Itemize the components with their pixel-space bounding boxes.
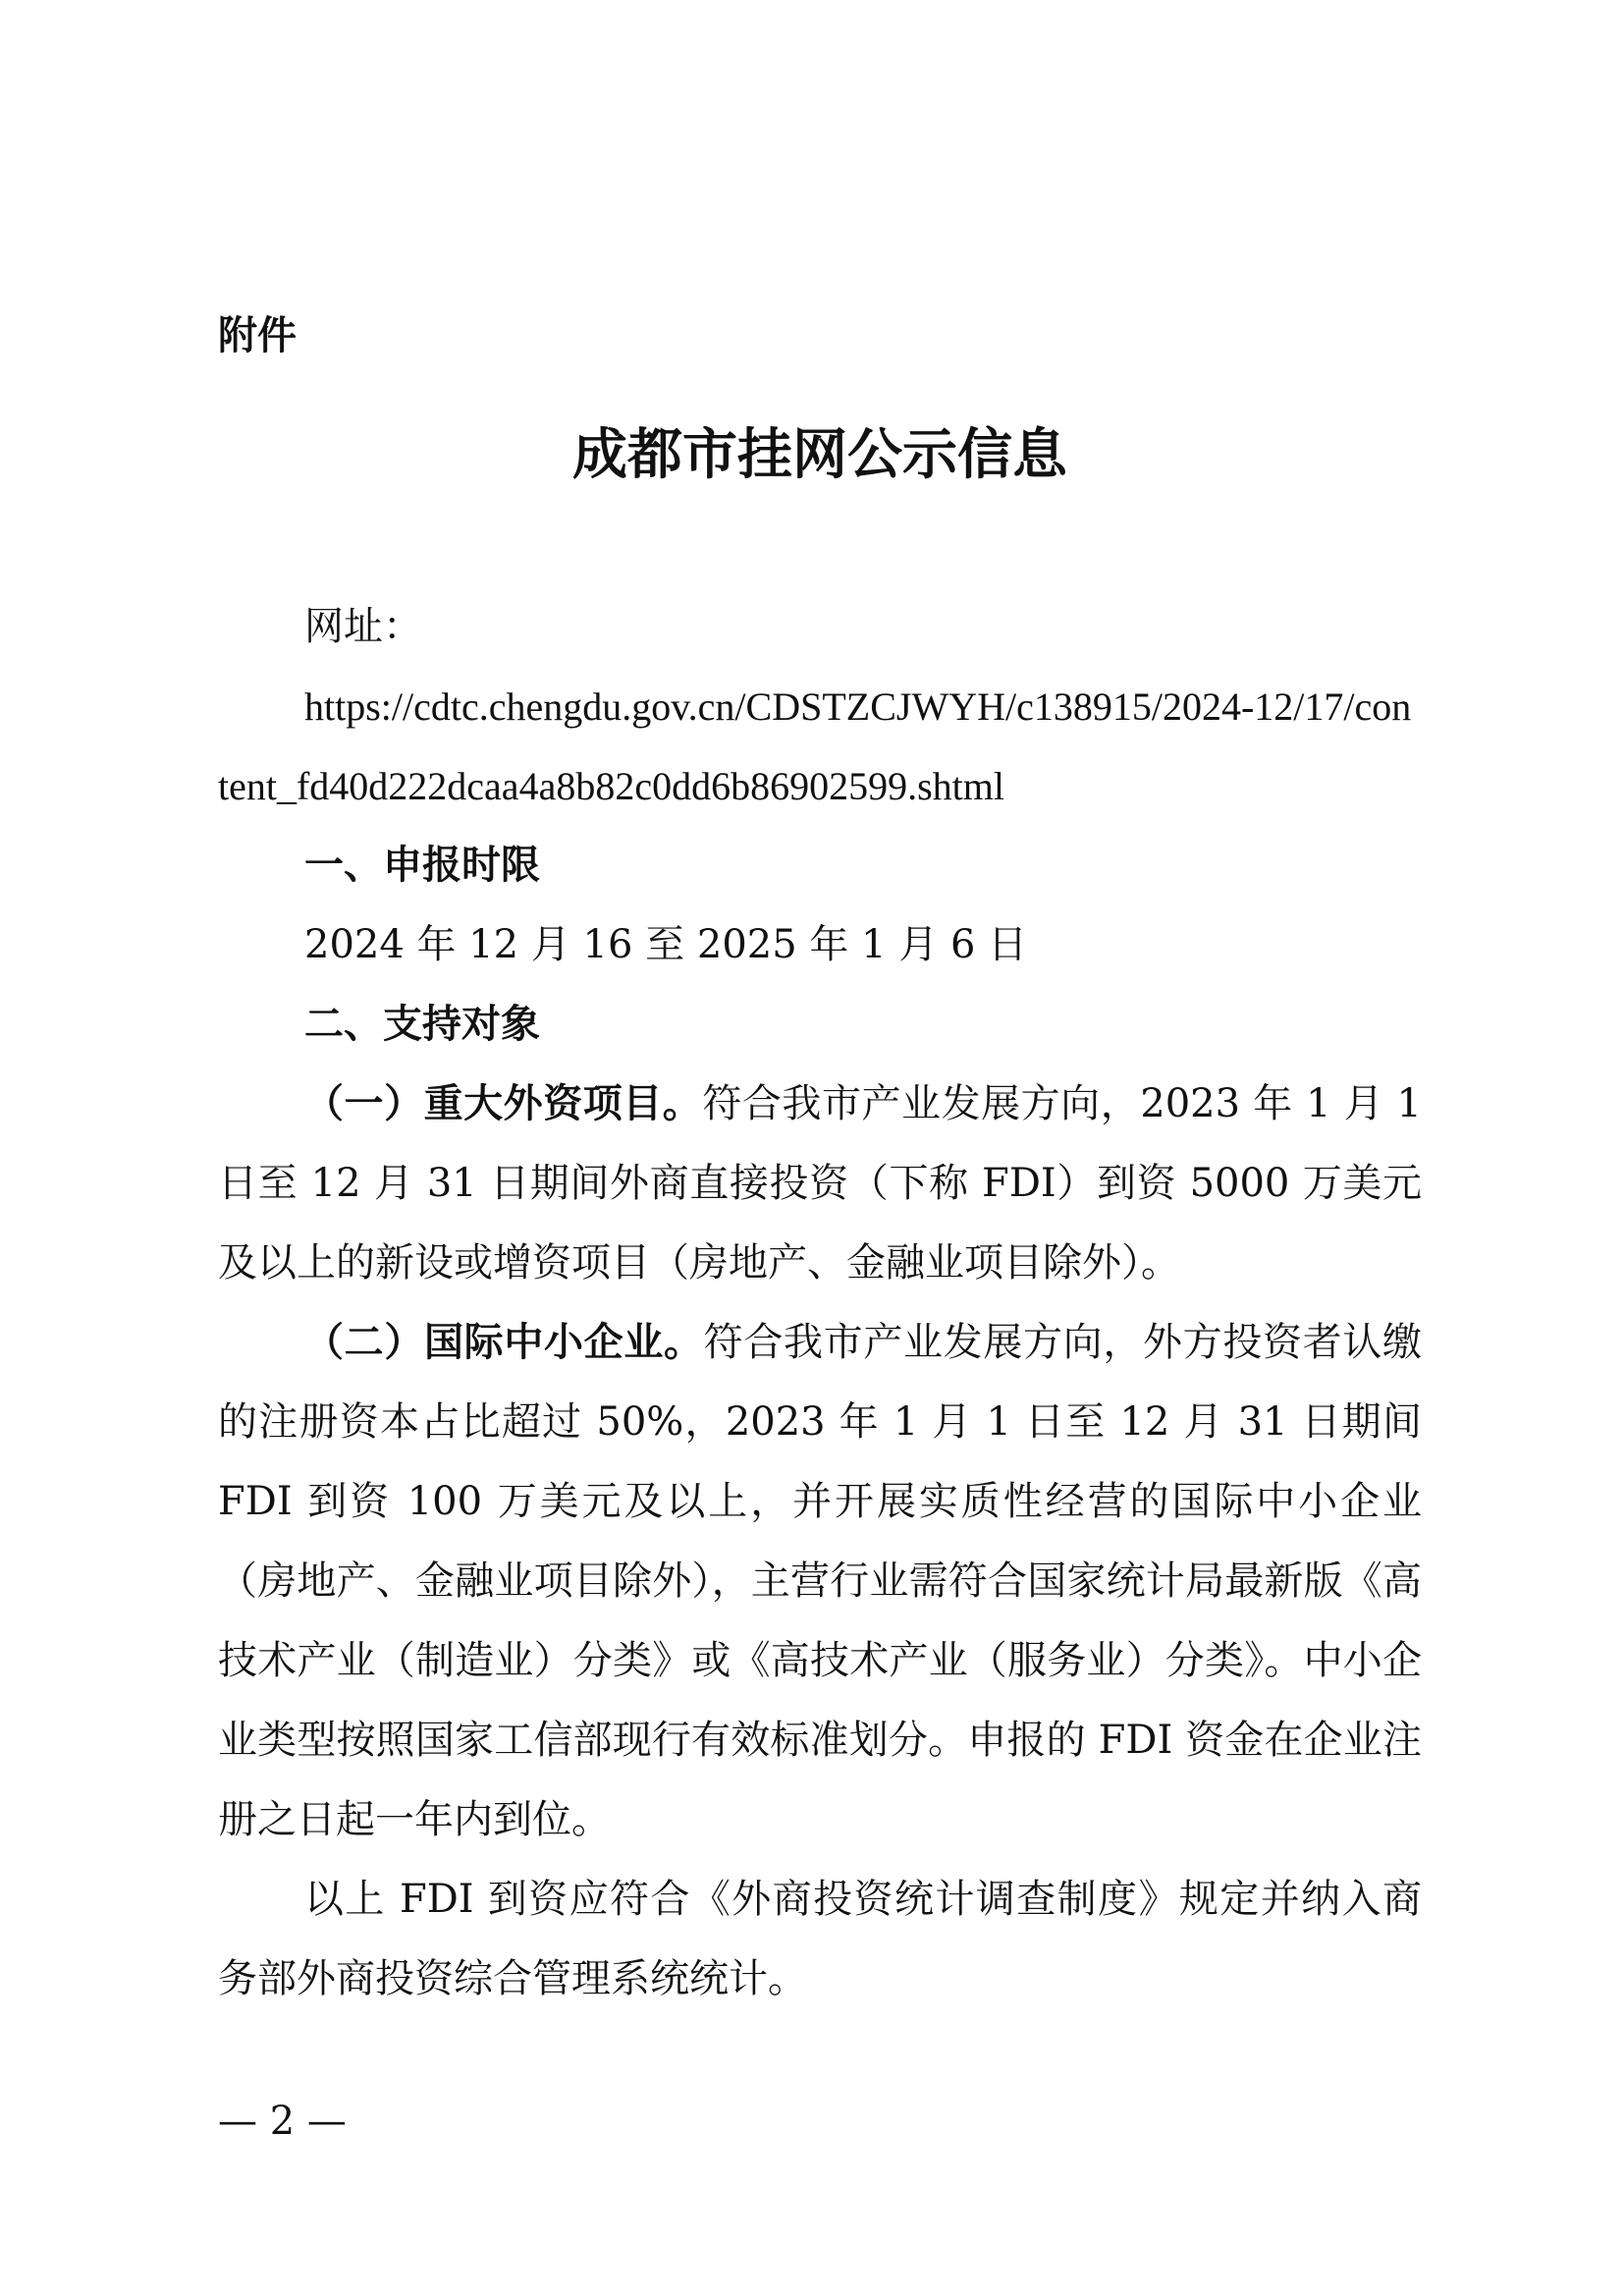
item-1-paragraph	[218, 1065, 1422, 1303]
item-2-text: 符合我市产业发展方向，外方投资者认缴的注册资本占比超过 50%，2023 年 1 月 1 日至 12 月 31 日期间 FDI 到资 100 万美元及以上，并开展实质性经营的国际中小企业（房地产、金融业项目除外），主营行业需符合国家统计局最新版《高技术产业（制造业）分类》或《高技术产业（服务业）分类》。中小企业类型按照国家工信部现行有效标准划分。申报的 FDI 资金在企业注册之日起一年内到位。	[218, 1320, 1423, 1842]
page-number: — 2 —	[218, 2099, 347, 2144]
item-2-paragraph	[218, 1303, 1422, 1860]
document-body	[218, 587, 1422, 2019]
section-1-heading: 一、申报时限	[304, 843, 540, 888]
item-1-text: 符合我市产业发展方向，2023 年 1 月 1 日至 12 月 31 日期间外商直接投资（下称 FDI）到资 5000 万美元及以上的新设或增资项目（房地产、金融业项目除外）。	[218, 1081, 1423, 1285]
section-2-heading: 二、支持对象	[304, 1002, 540, 1047]
attachment-label: 附件	[218, 313, 297, 358]
closing-paragraph: 以上 FDI 到资应符合《外商投资统计调查制度》规定并纳入商务部外商投资综合管理系统统计。	[218, 1877, 1422, 2001]
section-1-text: 2024 年 12 月 16 至 2025 年 1 月 6 日	[304, 922, 1028, 967]
document-title: 成都市挂网公示信息	[572, 422, 1067, 487]
item-2-lead: （二）国际中小企业。	[304, 1320, 704, 1365]
url-text: https://cdtc.chengdu.gov.cn/CDSTZCJWYH/c138915/2024-12/17/content_fd40d222dcaa4a8b82c0dd6b86902599.shtml	[218, 684, 1412, 808]
url-label: 网址：	[304, 604, 422, 649]
item-1-lead: （一）重大外资项目。	[304, 1081, 703, 1126]
